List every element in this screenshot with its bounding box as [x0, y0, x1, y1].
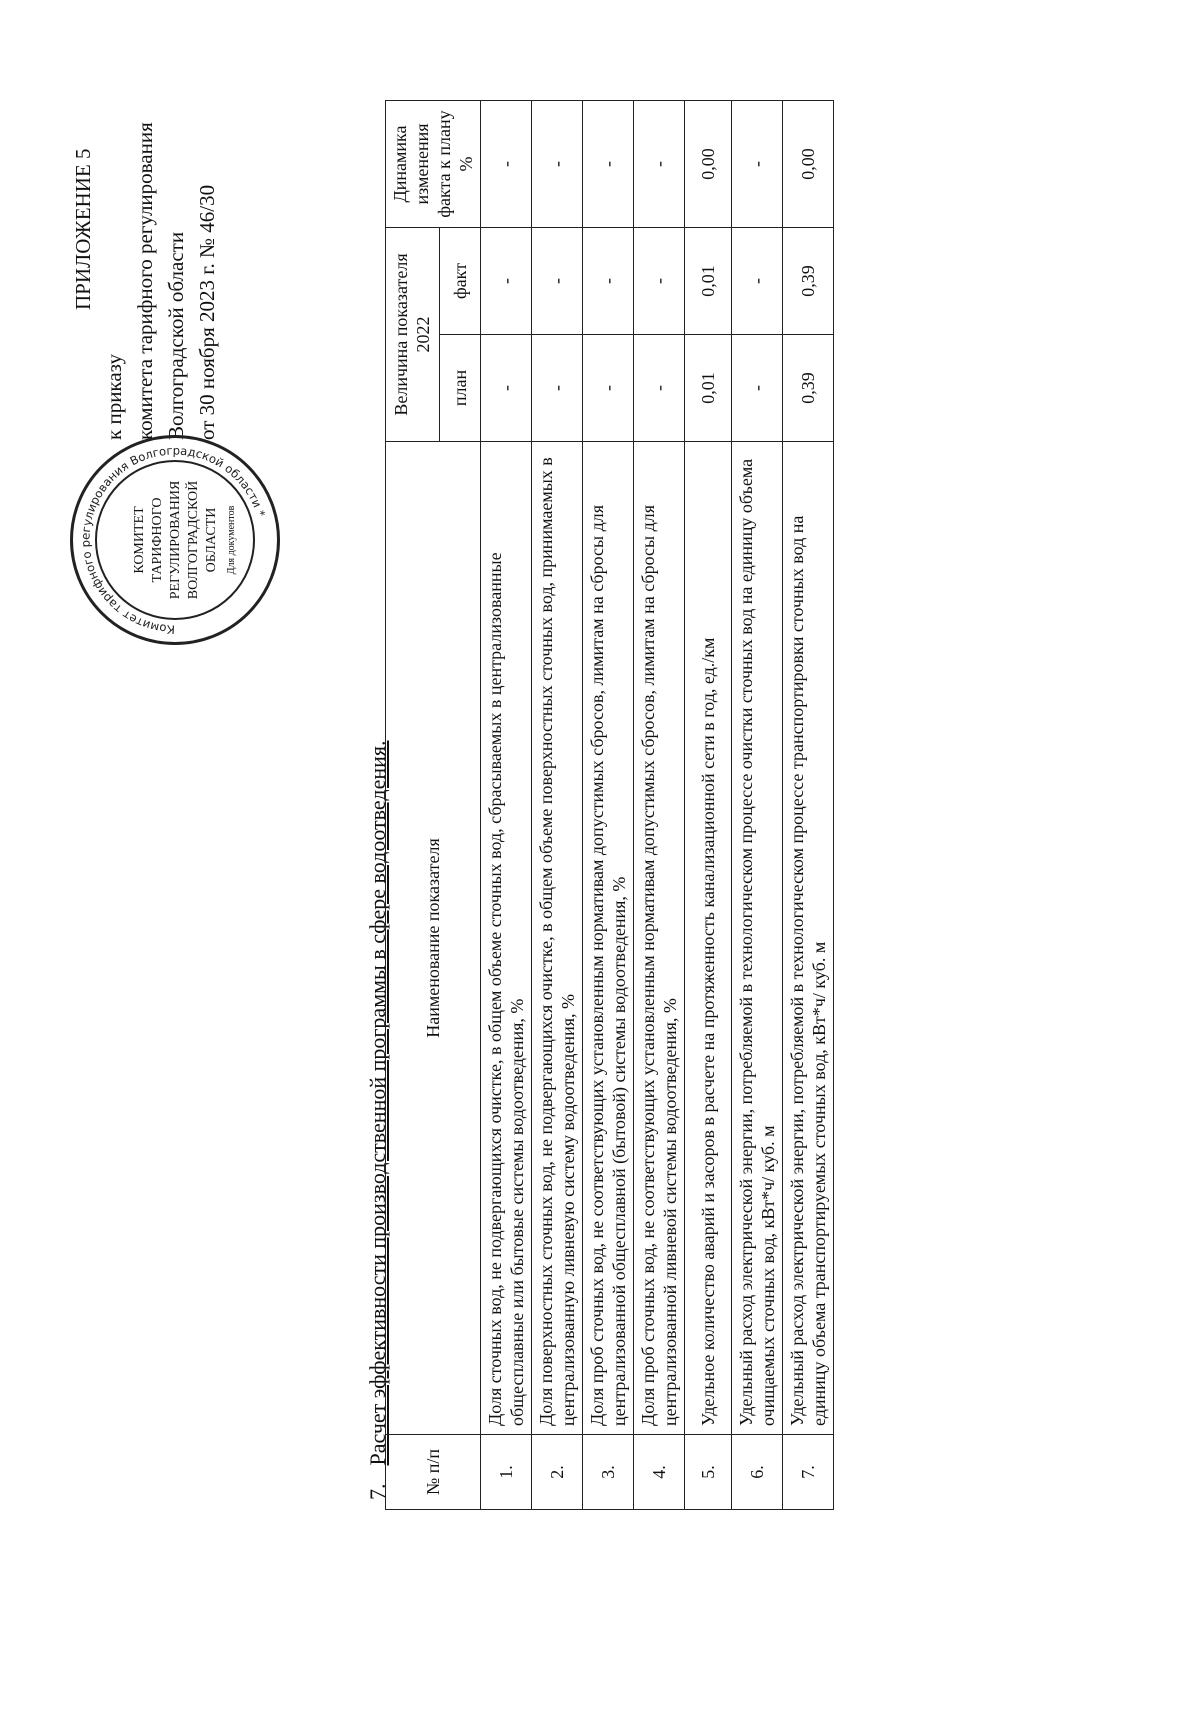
- svg-text:Комитет тарифного регулировани: Комитет тарифного регулирования Волгоградской области *: [78, 443, 269, 637]
- row-dynamics-value: -: [481, 101, 532, 228]
- row-plan-value: 0,01: [685, 335, 732, 442]
- table-header-row: [386, 101, 440, 1510]
- row-fact-value: -: [481, 228, 532, 335]
- row-dynamics-value: -: [634, 101, 685, 228]
- table-row: [732, 101, 783, 1510]
- table-row: [583, 101, 634, 1510]
- appendix-line-3: Волгоградской области: [164, 231, 188, 440]
- row-number: 7.: [783, 1435, 834, 1510]
- row-dynamics-value: -: [583, 101, 634, 228]
- row-indicator-name: Удельное количество аварий и засоров в расчете на протяженность канализационной сети в год, ед./км: [685, 442, 732, 1435]
- appendix-title: ПРИЛОЖЕНИЕ 5: [71, 148, 95, 310]
- row-dynamics-value: -: [732, 101, 783, 228]
- row-fact-value: 0,39: [783, 228, 834, 335]
- seal-doc-note: Для документов: [226, 505, 237, 575]
- row-indicator-name: Доля проб сточных вод, не соответствующих установленным нормативам допустимых сбросов, лимитам на сбросы для централизованной ливневой системы водоотведения, %: [634, 442, 685, 1435]
- row-plan-value: -: [583, 335, 634, 442]
- seal-line: ВОЛГОГРАДСКОЙ: [186, 480, 201, 600]
- header-value-group: Величина показателя 2022: [386, 228, 440, 442]
- seal-center-text: [131, 468, 241, 612]
- row-fact-value: 0,01: [685, 228, 732, 335]
- row-dynamics-value: 0,00: [783, 101, 834, 228]
- header-dynamics: Динамика изменения факта к плану %: [386, 101, 481, 228]
- row-plan-value: -: [732, 335, 783, 442]
- table-row: [783, 101, 834, 1510]
- row-number: 5.: [685, 1435, 732, 1510]
- appendix-line-2: комитета тарифного регулирования: [133, 122, 157, 440]
- row-number: 3.: [583, 1435, 634, 1510]
- row-fact-value: -: [532, 228, 583, 335]
- header-plan: план: [439, 335, 480, 442]
- row-plan-value: 0,39: [783, 335, 834, 442]
- table-row: [685, 101, 732, 1510]
- section-number: 7.: [365, 1483, 390, 1500]
- row-number: 6.: [732, 1435, 783, 1510]
- row-fact-value: -: [732, 228, 783, 335]
- row-plan-value: -: [481, 335, 532, 442]
- header-num: № п/п: [386, 1435, 481, 1510]
- row-dynamics-value: -: [532, 101, 583, 228]
- row-plan-value: -: [532, 335, 583, 442]
- appendix-header: [68, 20, 223, 440]
- header-name: Наименование показателя: [386, 442, 481, 1435]
- row-indicator-name: Удельный расход электрической энергии, потребляемой в технологическом процессе очистки сточных вод на единицу объема очищаемых сточных вод, кВт*ч/ куб. м: [732, 442, 783, 1435]
- header-fact: факт: [439, 228, 480, 335]
- appendix-line-4: от 30 ноября 2023 г. № 46/30: [195, 184, 219, 440]
- row-dynamics-value: 0,00: [685, 101, 732, 228]
- row-fact-value: -: [583, 228, 634, 335]
- section-title: Расчет эффективности производственной программы в сфере водоотведения.: [365, 740, 390, 1466]
- row-plan-value: -: [634, 335, 685, 442]
- row-fact-value: -: [634, 228, 685, 335]
- seal-line: КОМИТЕТ: [132, 506, 147, 574]
- row-indicator-name: Доля поверхностных сточных вод, не подвергающихся очистке, в общем объеме поверхностных сточных вод, принимаемых в централизованную ливневую систему водоотведения, %: [532, 442, 583, 1435]
- appendix-line-1: к приказу: [102, 354, 126, 440]
- table-row: [532, 101, 583, 1510]
- official-seal-stamp: [70, 435, 280, 645]
- efficiency-table: [385, 100, 834, 1510]
- row-number: 4.: [634, 1435, 685, 1510]
- table-row: [481, 101, 532, 1510]
- row-indicator-name: Доля проб сточных вод, не соответствующих установленным нормативам допустимых сбросов, лимитам на сбросы для централизованной общесплавной (бытовой) системы водоотведения, %: [583, 442, 634, 1435]
- row-number: 1.: [481, 1435, 532, 1510]
- row-indicator-name: Удельный расход электрической энергии, потребляемой в технологическом процессе транспортировки сточных вод на единицу объема транспортируемых сточных вод, кВт*ч/ куб. м: [783, 442, 834, 1435]
- row-indicator-name: Доля сточных вод, не подвергающихся очистке, в общем объеме сточных вод, сбрасываемых в централизованные общесплавные или бытовые системы водоотведения, %: [481, 442, 532, 1435]
- row-number: 2.: [532, 1435, 583, 1510]
- table-row: [634, 101, 685, 1510]
- seal-line: ТАРИФНОГО: [150, 497, 165, 583]
- seal-line: ОБЛАСТИ: [204, 507, 219, 573]
- seal-line: РЕГУЛИРОВАНИЯ: [168, 480, 183, 600]
